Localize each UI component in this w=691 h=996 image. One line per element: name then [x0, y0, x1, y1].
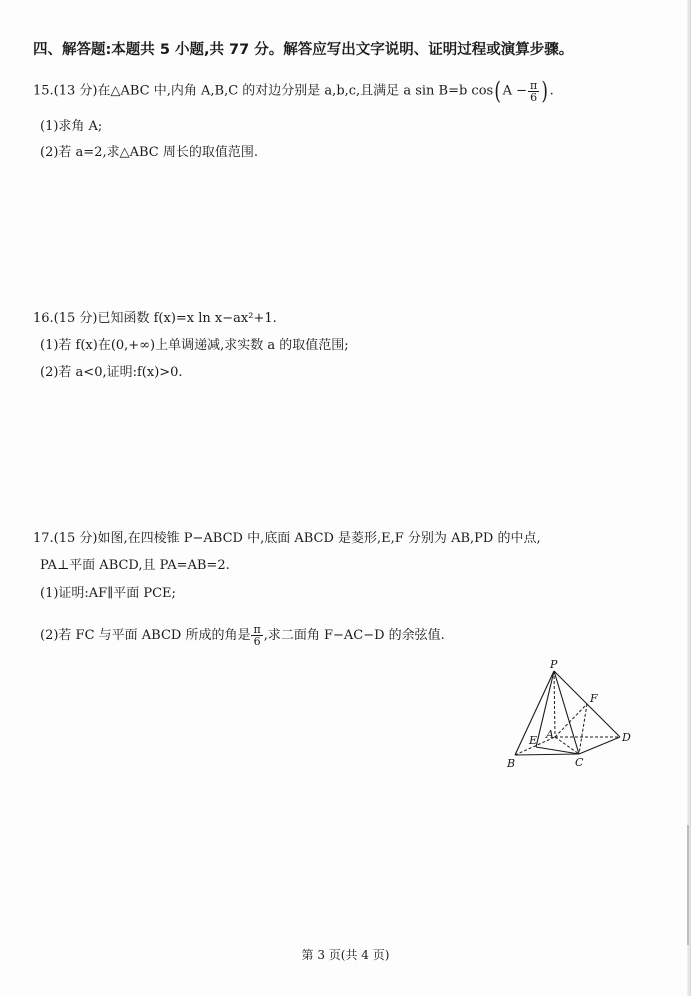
question-15-part-1: (1)求角 A; — [40, 119, 103, 134]
edge-AF-hidden — [555, 704, 587, 737]
q15-paren-close: ) — [541, 77, 549, 105]
q15-stem-inner: A − — [502, 83, 528, 99]
question-17-stem: 17.(15 分)如图,在四棱锥 P−ABCD 中,底面 ABCD 是菱形,E,F 分别为 AB,PD 的中点, — [33, 531, 541, 546]
q15-frac-denominator: 6 — [530, 90, 538, 104]
question-16-part-2: (2)若 a<0,证明:f(x)>0. — [40, 365, 183, 380]
q17-part2-after: ,求二面角 F−AC−D 的余弦值. — [263, 628, 445, 643]
question-15-stem — [33, 79, 554, 103]
question-17-stem-2: PA⊥平面 ABCD,且 PA=AB=2. — [40, 558, 230, 573]
q17-fraction — [251, 624, 262, 647]
q17-frac-denominator: 6 — [253, 635, 261, 648]
pyramid-figure — [505, 655, 640, 773]
label-A: A — [546, 728, 554, 741]
label-B: B — [507, 757, 516, 770]
q17-part2-text: (2)若 FC 与平面 ABCD 所成的角是 — [40, 628, 251, 643]
edge-AC-hidden — [555, 737, 579, 754]
label-F: F — [590, 692, 598, 705]
question-17-part-2 — [40, 624, 445, 647]
q15-stem-end: . — [549, 83, 554, 99]
q15-stem-text: 15.(13 分)在△ABC 中,内角 A,B,C 的对边分别是 a,b,c,且满足 a sin B=b cos — [33, 83, 494, 99]
page-footer: 第 3 页(共 4 页) — [301, 948, 390, 962]
page-edge-mark — [687, 825, 689, 945]
edge-BC — [515, 754, 579, 755]
label-C: C — [575, 756, 584, 769]
question-16-part-1: (1)若 f(x)在(0,+∞)上单调递减,求实数 a 的取值范围; — [40, 338, 349, 353]
q15-fraction — [528, 80, 539, 103]
edge-CD — [579, 737, 620, 754]
q17-frac-numerator: π — [253, 623, 261, 636]
question-15-part-2: (2)若 a=2,求△ABC 周长的取值范围. — [40, 145, 258, 160]
q15-paren-open: ( — [494, 77, 502, 105]
question-17-part-1: (1)证明:AF∥平面 PCE; — [40, 586, 176, 601]
section-title: 四、解答题:本题共 5 小题,共 77 分。解答应写出文字说明、证明过程或演算步骤。 — [33, 42, 574, 58]
question-16-stem: 16.(15 分)已知函数 f(x)=x ln x−ax²+1. — [33, 311, 277, 326]
edge-PA-hidden — [554, 671, 555, 737]
label-D: D — [622, 731, 631, 744]
label-P: P — [550, 658, 558, 671]
q15-frac-numerator: π — [530, 78, 538, 92]
label-E: E — [529, 734, 538, 747]
edge-EC — [536, 747, 579, 754]
